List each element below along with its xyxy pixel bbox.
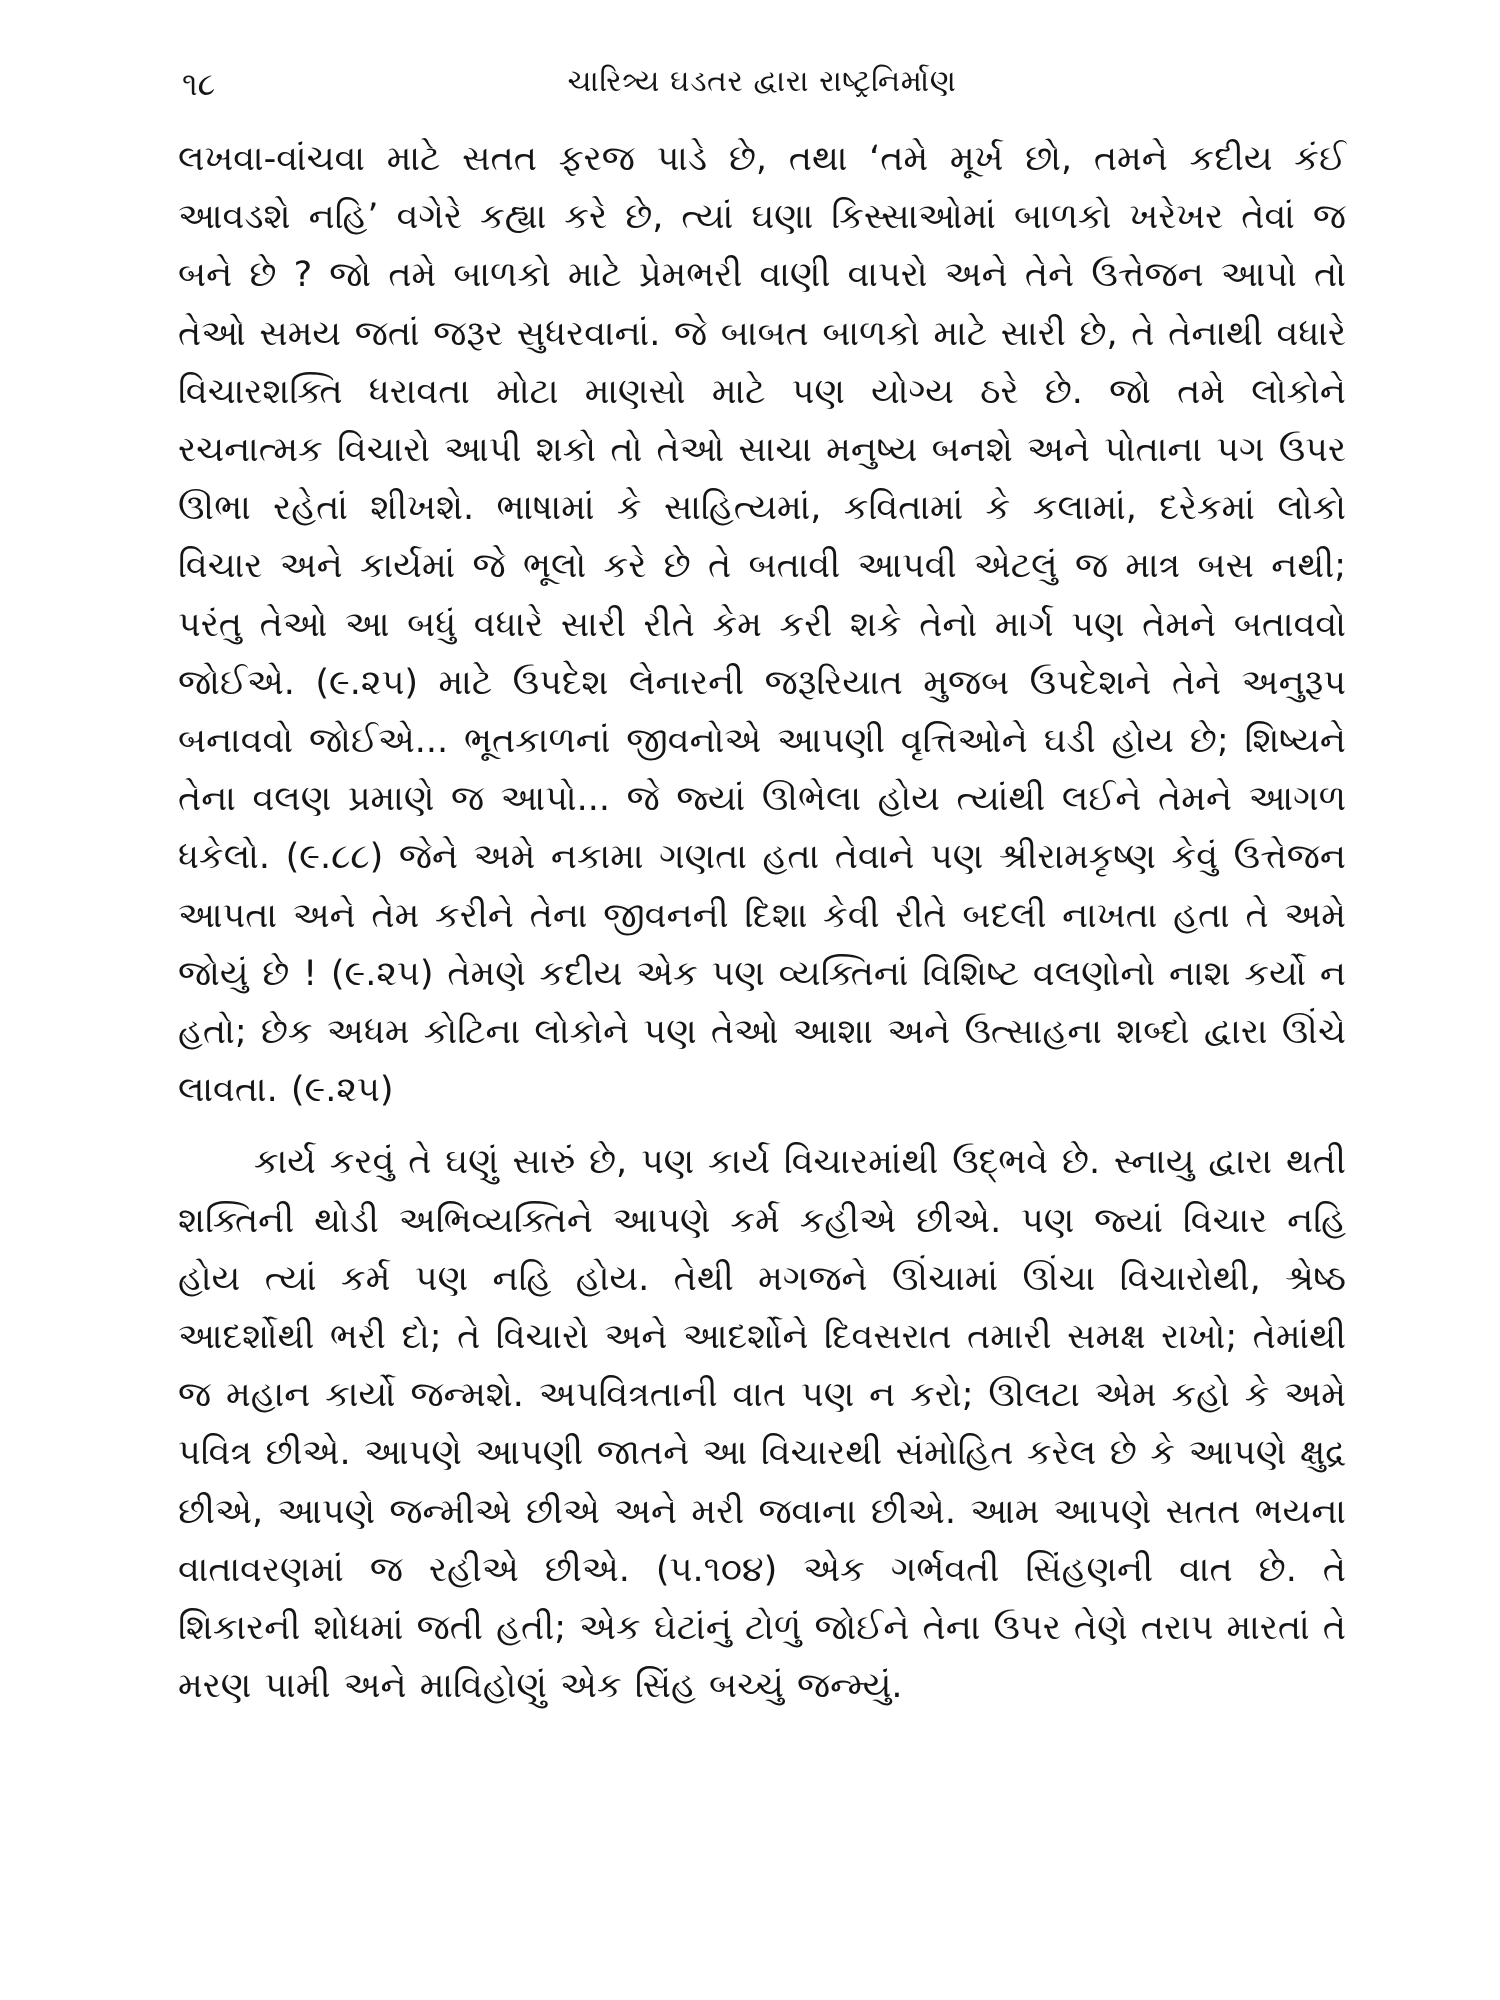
paragraph: લખવા-વાંચવા માટે સતત ફરજ પાડે છે, તથા ‘તમે મૂર્ખ છો, તમને કદીય કંઈ આવડશે નહિ’ વગેરે કહ્યા કરે છે, ત્યાં ઘણા કિસ્સાઓમાં બાળકો ખરેખર તેવાં જ બને છે ? જો તમે બાળકો માટે પ્રેમભરી વાણી વાપરો અને તેને ઉત્તેજન આપો તો તેઓ સમય જતાં જરૂર સુધરવાનાં. જે બાબત બાળકો માટે સારી છે, તે તેનાથી વધારે વિચારશક્તિ ધરાવતા મોટા માણસો માટે પણ યોગ્ય ઠરે છે. જો તમે લોકોને રચનાત્મક વિચારો આપી શકો તો તેઓ સાચા મનુષ્ય બનશે અને પોતાના પગ ઉપર ઊભા રહેતાં શીખશે. ભાષામાં કે સાહિત્યમાં, કવિતામાં કે કલામાં, દરેકમાં લોકો વિચાર અને કાર્યમાં જે ભૂલો કરે છે તે બતાવી આપવી એટલું જ માત્ર બસ નથી; પરંતુ તેઓ આ બધું વધારે સારી રીતે કેમ કરી શકે તેનો માર્ગ પણ તેમને બતાવવો જોઈએ. (૯.૨૫) માટે ઉપદેશ લેનારની જરૂરિયાત મુજબ ઉપદેશને તેને અનુરૂપ બનાવવો જોઈએ... ભૂતકાળનાં જીવનોએ આપણી વૃત્તિઓને ઘડી હોય છે; શિષ્યને તેના વલણ પ્રમાણે જ આપો... જે જ્યાં ઊભેલા હોય ત્યાંથી લઈને તેમને આગળ ધકેલો. (૯.૮૮) જેને અમે નકામા ગણતા હતા તેવાને પણ શ્રીરામકૃષ્ણ કેવું ઉત્તેજન આપતા અને તેમ કરીને તેના જીવનની દિશા કેવી રીતે બદલી નાખતા હતા તે અમે જોયું છે ! (૯.૨૫) તેમણે કદીય એક પણ વ્યક્તિનાં વિશિષ્ટ વલણોનો નાશ કર્યો ન હતો; છેક અધમ કોટિના લોકોને પણ તેઓ આશા અને ઉત્સાહના શબ્દો દ્વારા ઊંચે લાવતા. (૯.૨૫) <box>178 139 1346 1111</box>
document-page <box>178 50 1346 1955</box>
running-title: ચારિત્ર્ય ઘડતર દ્વારા રાષ્ટ્રનિર્માણ <box>567 64 957 99</box>
paragraph: કાર્ય કરવું તે ઘણું સારું છે, પણ કાર્ય વિચારમાંથી ઉદ્ભવે છે. સ્નાયુ દ્વારા થતી શક્તિની થોડી અભિવ્યક્તિને આપણે કર્મ કહીએ છીએ. પણ જ્યાં વિચાર નહિ હોય ત્યાં કર્મ પણ નહિ હોય. તેથી મગજને ઊંચામાં ઊંચા વિચારોથી, શ્રેષ્ઠ આદર્શોથી ભરી દો; તે વિચારો અને આદર્શોને દિવસરાત તમારી સમક્ષ રાખો; તેમાંથી જ મહાન કાર્યો જન્મશે. અપવિત્રતાની વાત પણ ન કરો; ઊલટા એમ કહો કે અમે પવિત્ર છીએ. આપણે આપણી જાતને આ વિચારથી સંમોહિત કરેલ છે કે આપણે ક્ષુદ્ર છીએ, આપણે જન્મીએ છીએ અને મરી જવાના છીએ. આમ આપણે સતત ભયના વાતાવરણમાં જ રહીએ છીએ. (૫.૧૦૪) એક ગર્ભવતી સિંહણની વાત છે. તે શિકારની શોધમાં જતી હતી; એક ઘેટાંનું ટોળું જોઈને તેના ઉપર તેણે તરાપ મારતાં તે મરણ પામી અને માવિહોણું એક સિંહ બચ્ચું જન્મ્યું. <box>178 1142 1346 1707</box>
page-header <box>178 50 1346 126</box>
page-number: ૧૮ <box>182 65 216 103</box>
body-text <box>178 130 1346 1715</box>
